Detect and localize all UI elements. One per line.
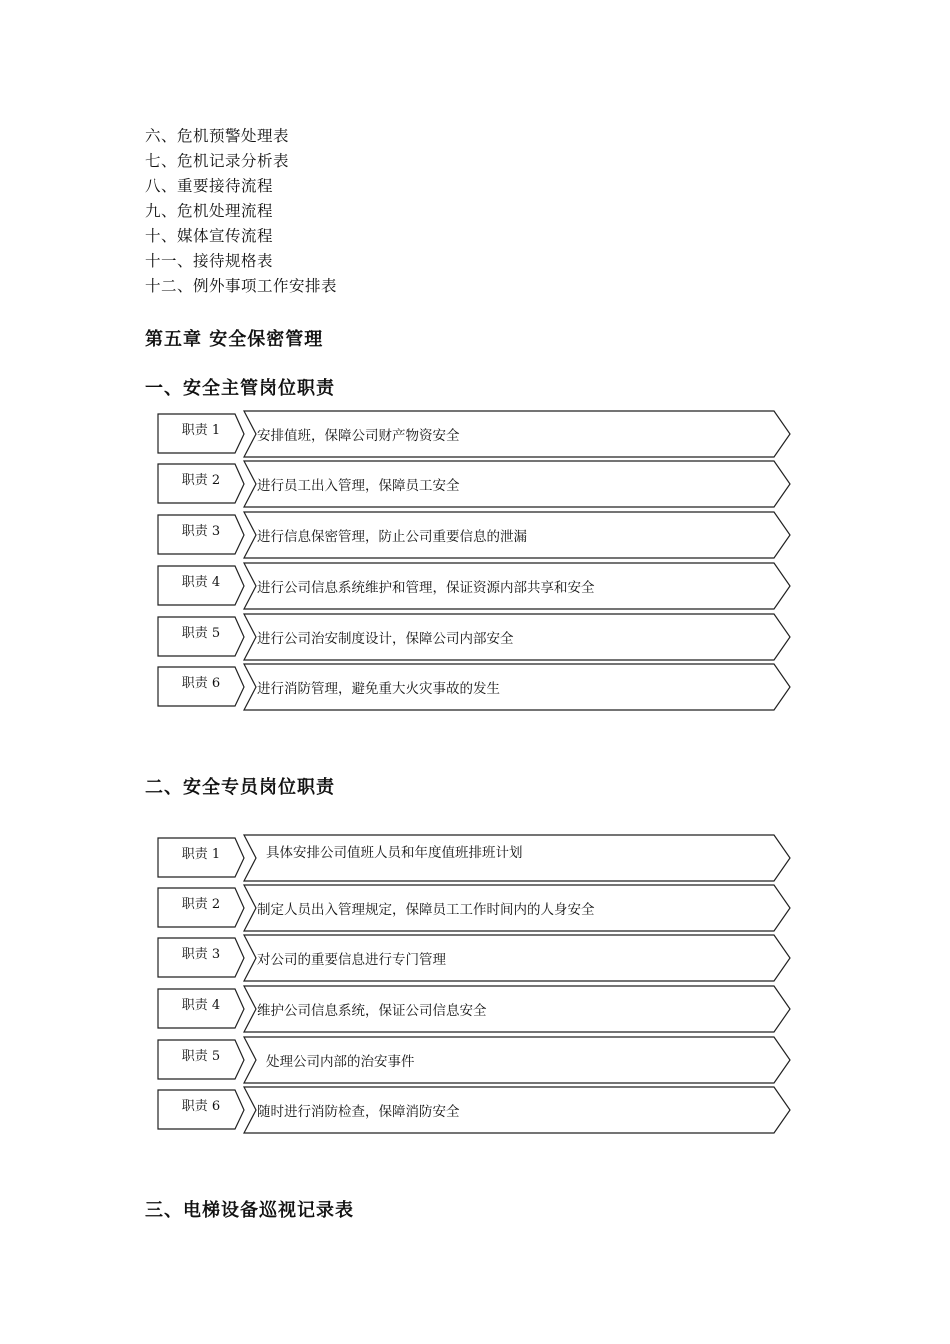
toc-item: 六、危机预警处理表	[145, 127, 290, 145]
duty-label: 职责 1	[181, 847, 221, 862]
duty-text: 维护公司信息系统，保证公司信息安全	[257, 1003, 487, 1019]
section-1-title: 一、安全主管岗位职责	[145, 378, 335, 399]
duty-text: 对公司的重要信息进行专门管理	[257, 952, 446, 968]
duty-label: 职责 5	[181, 1049, 221, 1064]
duty-text: 安排值班，保障公司财产物资安全	[257, 428, 460, 444]
duty-row	[0, 985, 950, 1033]
duty-label: 职责 6	[181, 676, 221, 691]
duty-text: 进行公司治安制度设计，保障公司内部安全	[257, 631, 514, 647]
duty-row	[0, 1036, 950, 1084]
duty-label: 职责 3	[181, 524, 221, 539]
duty-row	[0, 884, 950, 932]
duty-text: 制定人员出入管理规定，保障员工工作时间内的人身安全	[257, 902, 595, 918]
toc-item: 九、危机处理流程	[145, 202, 274, 220]
duty-label: 职责 2	[181, 897, 221, 912]
duty-row	[0, 834, 950, 882]
section-3-title: 三、电梯设备巡视记录表	[145, 1200, 354, 1221]
duty-text: 进行消防管理，避免重大火灾事故的发生	[257, 681, 500, 697]
duty-row	[0, 460, 950, 508]
duty-text: 处理公司内部的治安事件	[266, 1054, 415, 1070]
duty-row	[0, 562, 950, 610]
duty-text: 进行公司信息系统维护和管理，保证资源内部共享和安全	[257, 580, 595, 596]
toc-item: 十、媒体宣传流程	[145, 227, 274, 245]
duty-label: 职责 2	[181, 473, 221, 488]
section-2-title: 二、安全专员岗位职责	[145, 777, 335, 798]
duty-text: 进行信息保密管理，防止公司重要信息的泄漏	[257, 529, 527, 545]
duty-text: 进行员工出入管理，保障员工安全	[257, 478, 460, 494]
chapter-title: 第五章 安全保密管理	[145, 329, 324, 350]
duty-row	[0, 663, 950, 711]
duty-arrow-shapes	[0, 460, 950, 508]
duty-label: 职责 3	[181, 947, 221, 962]
duty-arrow-shapes	[0, 1086, 950, 1134]
duty-arrow-shapes	[0, 934, 950, 982]
toc-item: 十一、接待规格表	[145, 252, 274, 270]
duty-row	[0, 511, 950, 559]
duty-text: 随时进行消防检查，保障消防安全	[257, 1104, 460, 1120]
duty-row	[0, 410, 950, 458]
toc-item: 十二、例外事项工作安排表	[145, 277, 338, 295]
duty-label: 职责 1	[181, 423, 221, 438]
duty-arrow-shapes	[0, 410, 950, 458]
duty-label: 职责 4	[181, 998, 221, 1013]
duty-row	[0, 934, 950, 982]
duty-row	[0, 613, 950, 661]
duty-label: 职责 5	[181, 626, 221, 641]
toc-item: 八、重要接待流程	[145, 177, 274, 195]
duty-text: 具体安排公司值班人员和年度值班排班计划	[266, 845, 523, 861]
duty-arrow-shapes	[0, 1036, 950, 1084]
duty-label: 职责 6	[181, 1099, 221, 1114]
duty-label: 职责 4	[181, 575, 221, 590]
duty-row	[0, 1086, 950, 1134]
toc-item: 七、危机记录分析表	[145, 152, 290, 170]
